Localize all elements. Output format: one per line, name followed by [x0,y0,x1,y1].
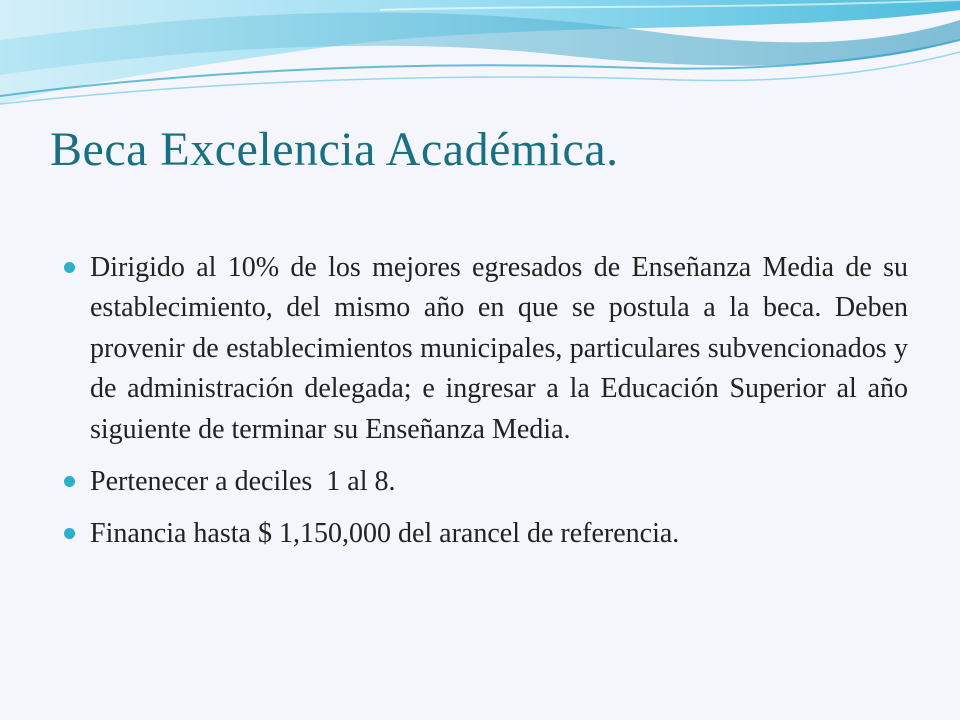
bullet-dot-icon [64,262,75,273]
bullet-text: Financia hasta $ 1,150,000 del arancel de referencia. [90,518,680,550]
bullet-list [64,248,908,555]
bullet-item [64,514,908,554]
bullet-item [64,462,908,502]
bullet-text: Pertenecer a deciles 1 al 8. [90,466,396,498]
slide-title: Beca Excelencia Académica. [50,123,619,176]
wave-decoration [0,0,960,120]
bullet-item [64,248,908,450]
bullet-text: Dirigido al 10% de los mejores egresados de Enseñanza Media de su establecimiento, del mismo año en que se postula a la beca. Deben provenir de establecimientos municipales, particulares subvencionados y de administración delegada; e ingresar a la Educación Superior al año siguiente de terminar su Enseñanza Media. [90,252,908,445]
bullet-dot-icon [64,528,75,539]
bullet-dot-icon [64,476,75,487]
